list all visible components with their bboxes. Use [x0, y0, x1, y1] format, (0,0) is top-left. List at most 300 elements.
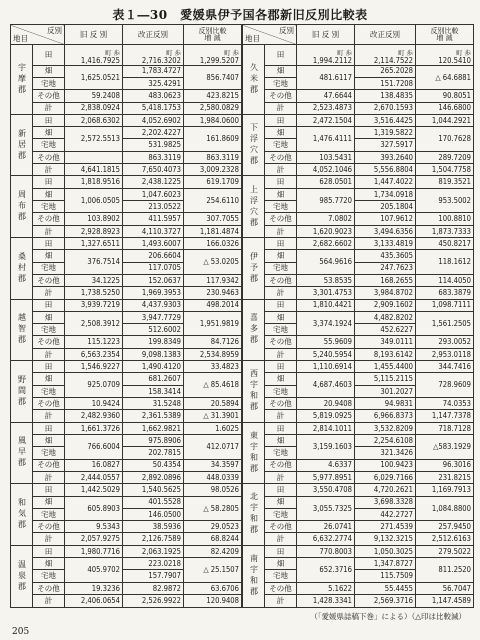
district-label: 下浮穴郡: [249, 123, 259, 168]
table-row: [11, 434, 242, 446]
value-diff: 230.9463: [184, 287, 242, 299]
district-label: 桑村郡: [17, 251, 27, 285]
land-category: その他: [33, 213, 65, 225]
value-diff: 96.3016: [416, 459, 474, 471]
value-new: 1,455.4400: [355, 361, 416, 373]
table-row: [243, 373, 474, 385]
land-category: その他: [33, 90, 65, 102]
value-new: 2,254.6108: [355, 434, 416, 446]
table-row: [11, 311, 242, 323]
unit-label: 町 歩: [456, 49, 471, 58]
value-new: 157.7907: [123, 570, 184, 582]
value-new: 2,126.7589: [123, 533, 184, 545]
value-new: 2,909.1602: [355, 299, 416, 311]
value-new: 325.4291: [123, 77, 184, 89]
value-text: 2,114.7522: [373, 55, 413, 65]
value-new: 3,133.4819: [355, 237, 416, 249]
value-new: 5,418.1753: [123, 102, 184, 114]
value-new: 9,132.3215: [355, 533, 416, 545]
value-diff: 863.3119: [184, 151, 242, 163]
table-row: [11, 521, 242, 533]
value-old: 5,819.0925: [297, 410, 355, 422]
value-new: 975.8906: [123, 434, 184, 446]
table-row: [243, 250, 474, 262]
value-old: 1,661.3726: [65, 422, 123, 434]
value-diff: 293.0052: [416, 336, 474, 348]
value-new: 55.4455: [355, 582, 416, 594]
value-old: 10.9424: [65, 398, 123, 410]
value-diff: 448.0339: [184, 471, 242, 483]
value-new: 1,490.4120: [123, 361, 184, 373]
land-category: 宅地: [33, 262, 65, 274]
table-row: [243, 102, 474, 114]
value-old: 1,980.7716: [65, 545, 123, 557]
district-name: [243, 545, 265, 607]
value-new: 117.0705: [123, 262, 184, 274]
value-diff: 2,512.6163: [416, 533, 474, 545]
land-category: 田: [265, 114, 297, 126]
value-new: 2,202.4227: [123, 127, 184, 139]
value-old: 16.0827: [65, 459, 123, 471]
district-label: 喜多郡: [249, 313, 259, 347]
table-row: [11, 558, 242, 570]
value-new: 512.6002: [123, 324, 184, 336]
header-new-area: 改正反別: [355, 25, 416, 45]
value-diff: 1,169.7913: [416, 484, 474, 496]
value-new: 1,734.0918: [355, 188, 416, 200]
value-new: 1,540.5625: [123, 484, 184, 496]
land-category: 計: [265, 102, 297, 114]
value-new: 138.4835: [355, 90, 416, 102]
value-diff: 279.5022: [416, 545, 474, 557]
value-new: 94.9831: [355, 398, 416, 410]
value-diff: 257.9450: [416, 521, 474, 533]
value-diff: 170.7628: [416, 127, 474, 152]
value-new: [355, 45, 416, 66]
value-diff: 344.7416: [416, 361, 474, 373]
land-category: 畑: [33, 127, 65, 139]
comparison-tables: [10, 24, 472, 608]
value-new: 205.1804: [355, 201, 416, 213]
value-new: 100.9423: [355, 459, 416, 471]
value-diff: 1,504.7758: [416, 164, 474, 176]
land-category: 宅地: [265, 508, 297, 520]
value-old: 103.8902: [65, 213, 123, 225]
table-row: [11, 164, 242, 176]
district-name: [11, 237, 33, 299]
header-new-area: 改正反別: [123, 25, 184, 45]
value-old: 2,572.5513: [65, 127, 123, 152]
value-diff: 1.6025: [184, 422, 242, 434]
value-diff: 1,044.2921: [416, 114, 474, 126]
table-row: [243, 176, 474, 188]
land-category: 畑: [33, 373, 65, 385]
value-old: 1,625.0521: [65, 65, 123, 90]
header-district-corner: [243, 25, 297, 45]
value-old: 1,818.9516: [65, 176, 123, 188]
value-old: 59.2408: [65, 90, 123, 102]
value-text: 2,716.3202: [141, 55, 181, 65]
value-diff: △ 58.2805: [184, 496, 242, 521]
value-old: 2,838.0924: [65, 102, 123, 114]
table-row: [243, 348, 474, 360]
value-new: 2,063.1925: [123, 545, 184, 557]
value-old: 4,641.1815: [65, 164, 123, 176]
value-diff: 117.9342: [184, 274, 242, 286]
land-category: 宅地: [265, 447, 297, 459]
value-old: 3,374.1924: [297, 311, 355, 336]
land-category: 畑: [265, 311, 297, 323]
header-old-area: 旧 反 別: [65, 25, 123, 45]
page-number: 205: [12, 627, 30, 637]
district-label: 久米郡: [249, 62, 259, 96]
table-row: [243, 410, 474, 422]
header-label-category: 地目: [13, 33, 28, 43]
district-label: 風早郡: [17, 436, 27, 470]
land-category: 田: [33, 361, 65, 373]
table-row: [243, 90, 474, 102]
land-category: 田: [33, 299, 65, 311]
land-category: その他: [265, 90, 297, 102]
value-diff: 84.7126: [184, 336, 242, 348]
value-old: 103.5431: [297, 151, 355, 163]
value-new: 1,969.3953: [123, 287, 184, 299]
table-row: [243, 213, 474, 225]
value-diff: 450.8217: [416, 237, 474, 249]
value-old: 115.1223: [65, 336, 123, 348]
table-row: [243, 274, 474, 286]
value-diff: △ 31.3901: [184, 410, 242, 422]
value-diff: [416, 45, 474, 66]
unit-label: 町 歩: [337, 49, 352, 58]
land-category: 田: [33, 176, 65, 188]
value-diff: 619.1709: [184, 176, 242, 188]
value-new: 3,947.7729: [123, 311, 184, 323]
land-category: 田: [33, 237, 65, 249]
value-diff: △ 25.1507: [184, 558, 242, 583]
value-old: 2,508.3912: [65, 311, 123, 336]
table-title: 表１―30 愛媛県伊予国各郡新旧反別比較表: [112, 8, 368, 22]
table-row: [11, 361, 242, 373]
value-new: 6,029.7166: [355, 471, 416, 483]
land-category: 田: [265, 422, 297, 434]
table-row: [243, 114, 474, 126]
table-row: [11, 348, 242, 360]
value-new: 4,110.3727: [123, 225, 184, 237]
table-row: [243, 595, 474, 608]
value-new: 452.6227: [355, 324, 416, 336]
value-new: 202.7815: [123, 447, 184, 459]
table-row: [243, 151, 474, 163]
header-old-area: 旧 反 別: [297, 25, 355, 45]
value-new: 31.5248: [123, 398, 184, 410]
value-old: 1,620.9023: [297, 225, 355, 237]
land-category: 計: [265, 410, 297, 422]
district-name: [11, 114, 33, 176]
value-diff: 29.0523: [184, 521, 242, 533]
table-row: [11, 250, 242, 262]
value-diff: 498.2014: [184, 299, 242, 311]
value-new: 2,892.0896: [123, 471, 184, 483]
value-old: 605.8903: [65, 496, 123, 521]
value-diff: 683.3879: [416, 287, 474, 299]
value-old: 628.0501: [297, 176, 355, 188]
district-name: [243, 237, 265, 299]
land-category: 宅地: [33, 139, 65, 151]
district-label: 周布郡: [17, 190, 27, 224]
land-category: 畑: [33, 188, 65, 200]
land-category: 畑: [265, 188, 297, 200]
land-category: その他: [265, 459, 297, 471]
value-new: 8,193.6142: [355, 348, 416, 360]
land-category: 畑: [265, 373, 297, 385]
value-diff: 1,098.7111: [416, 299, 474, 311]
value-new: 1,447.4022: [355, 176, 416, 188]
unit-label: 町 歩: [105, 49, 120, 58]
value-old: 20.9408: [297, 398, 355, 410]
table-row: [11, 65, 242, 77]
value-diff: 74.0353: [416, 398, 474, 410]
table-row: [11, 410, 242, 422]
value-old: 925.0709: [65, 373, 123, 398]
table-row: [11, 422, 242, 434]
district-name: [11, 545, 33, 607]
value-new: [123, 45, 184, 66]
value-diff: 82.4209: [184, 545, 242, 557]
value-new: 152.0637: [123, 274, 184, 286]
value-old: 2,482.9360: [65, 410, 123, 422]
table-row: [243, 336, 474, 348]
land-category: 田: [33, 45, 65, 66]
land-category: 計: [265, 471, 297, 483]
table-row: [11, 237, 242, 249]
land-category: 計: [265, 348, 297, 360]
value-old: 405.9702: [65, 558, 123, 583]
value-new: 681.2607: [123, 373, 184, 385]
table-row: [11, 45, 242, 66]
value-new: 158.3414: [123, 385, 184, 397]
unit-label: 町 歩: [166, 49, 181, 58]
land-category: 畑: [33, 434, 65, 446]
table-row: [11, 595, 242, 608]
table-row: [11, 287, 242, 299]
district-label: 東宇和郡: [249, 430, 259, 475]
land-category: 畑: [33, 65, 65, 77]
land-category: その他: [265, 213, 297, 225]
header-label-reference: 反別: [279, 26, 294, 35]
value-old: 1,428.3341: [297, 595, 355, 608]
land-category: 計: [265, 164, 297, 176]
value-new: 3,516.4425: [355, 114, 416, 126]
value-diff: 118.1612: [416, 250, 474, 275]
value-old: 2,444.0557: [65, 471, 123, 483]
value-new: 213.0522: [123, 201, 184, 213]
land-category: その他: [265, 521, 297, 533]
table-row: [243, 533, 474, 545]
land-category: 宅地: [33, 324, 65, 336]
table-row: [11, 533, 242, 545]
table-row: [243, 237, 474, 249]
table-row: [243, 127, 474, 139]
land-category: 宅地: [33, 508, 65, 520]
value-text: 1,299.5207: [199, 55, 239, 65]
table-row: [11, 225, 242, 237]
value-diff: 90.8051: [416, 90, 474, 102]
value-new: 411.5957: [123, 213, 184, 225]
value-new: 3,698.3328: [355, 496, 416, 508]
value-diff: 68.8244: [184, 533, 242, 545]
land-category: 宅地: [33, 570, 65, 582]
land-category: 畑: [33, 311, 65, 323]
land-category: その他: [33, 336, 65, 348]
value-old: 3,939.7219: [65, 299, 123, 311]
value-diff: 1,181.4874: [184, 225, 242, 237]
land-category: 田: [265, 237, 297, 249]
district-name: [243, 299, 265, 361]
value-new: 1,493.6007: [123, 237, 184, 249]
value-old: 2,472.1504: [297, 114, 355, 126]
value-text: 1,994.2112: [312, 55, 352, 65]
header-district-corner: [11, 25, 65, 45]
land-category: 計: [33, 410, 65, 422]
value-diff: 2,534.8959: [184, 348, 242, 360]
value-old: 481.6117: [297, 65, 355, 90]
value-new: 327.5917: [355, 139, 416, 151]
value-diff: 307.7055: [184, 213, 242, 225]
table-row: [243, 45, 474, 66]
value-new: 301.2027: [355, 385, 416, 397]
land-category: 畑: [265, 65, 297, 77]
value-text: 120.5410: [438, 55, 471, 65]
value-new: 1,319.5822: [355, 127, 416, 139]
table-row: [11, 299, 242, 311]
value-new: 2,569.3716: [355, 595, 416, 608]
value-new: 4,437.9303: [123, 299, 184, 311]
value-new: 393.2640: [355, 151, 416, 163]
value-new: 321.3426: [355, 447, 416, 459]
header-label-reference: 反別: [47, 26, 62, 35]
value-new: 1,783.4727: [123, 65, 184, 77]
land-category: 計: [265, 225, 297, 237]
right-table: [242, 24, 474, 608]
land-category: 計: [265, 533, 297, 545]
table-row: [243, 311, 474, 323]
land-category: その他: [33, 274, 65, 286]
value-new: 435.3605: [355, 250, 416, 262]
land-category: 計: [33, 471, 65, 483]
header-difference: 反別比較 増 減: [416, 25, 474, 45]
table-row: [243, 582, 474, 594]
value-new: 151.7208: [355, 77, 416, 89]
district-name: [11, 176, 33, 238]
value-old: 1,738.5250: [65, 287, 123, 299]
table-row: [11, 496, 242, 508]
value-old: 1,476.4111: [297, 127, 355, 152]
value-diff: 718.7128: [416, 422, 474, 434]
value-diff: [184, 45, 242, 66]
value-diff: 34.3597: [184, 459, 242, 471]
value-new: 168.2655: [355, 274, 416, 286]
value-diff: 20.5894: [184, 398, 242, 410]
value-old: 1,110.6914: [297, 361, 355, 373]
value-diff: 1,561.2505: [416, 311, 474, 336]
table-row: [11, 213, 242, 225]
table-row: [243, 361, 474, 373]
value-old: 34.1225: [65, 274, 123, 286]
value-old: 6,563.2354: [65, 348, 123, 360]
value-diff: 114.4050: [416, 274, 474, 286]
land-category: その他: [265, 336, 297, 348]
value-new: 3,532.8209: [355, 422, 416, 434]
value-diff: △583.1929: [416, 434, 474, 459]
value-old: 2,928.8923: [65, 225, 123, 237]
table-row: [243, 398, 474, 410]
land-category: 計: [33, 102, 65, 114]
land-category: 宅地: [265, 324, 297, 336]
value-new: 38.5936: [123, 521, 184, 533]
table-row: [243, 521, 474, 533]
table-row: [11, 176, 242, 188]
district-name: [243, 176, 265, 238]
value-old: 1,327.6511: [65, 237, 123, 249]
value-new: 442.2727: [355, 508, 416, 520]
value-new: 115.7509: [355, 570, 416, 582]
table-row: [243, 471, 474, 483]
table-row: [11, 471, 242, 483]
land-category: 田: [265, 545, 297, 557]
table-row: [243, 164, 474, 176]
value-new: 1,662.9821: [123, 422, 184, 434]
value-new: 7,650.4073: [123, 164, 184, 176]
value-diff: 1,873.7333: [416, 225, 474, 237]
value-diff: 728.9609: [416, 373, 474, 398]
land-category: 宅地: [265, 77, 297, 89]
value-new: 223.0218: [123, 558, 184, 570]
value-diff: 63.6706: [184, 582, 242, 594]
table-row: [243, 496, 474, 508]
land-category: 計: [33, 287, 65, 299]
value-diff: 100.8810: [416, 213, 474, 225]
value-old: 2,406.0654: [65, 595, 123, 608]
district-name: [11, 299, 33, 361]
table-row: [11, 459, 242, 471]
value-new: 3,984.8702: [355, 287, 416, 299]
land-category: 畑: [33, 496, 65, 508]
value-diff: 120.9408: [184, 595, 242, 608]
value-new: 6,966.8373: [355, 410, 416, 422]
land-category: 畑: [265, 127, 297, 139]
value-new: 2,670.1593: [355, 102, 416, 114]
header-label-category: 地目: [245, 33, 260, 43]
value-diff: 56.7047: [416, 582, 474, 594]
district-name: [243, 361, 265, 423]
district-name: [243, 484, 265, 546]
value-old: 2,814.1011: [297, 422, 355, 434]
district-name: [11, 484, 33, 546]
land-category: 畑: [265, 558, 297, 570]
value-new: 1,347.8727: [355, 558, 416, 570]
value-old: 1,442.5029: [65, 484, 123, 496]
value-old: 26.0741: [297, 521, 355, 533]
land-category: 田: [33, 545, 65, 557]
land-category: その他: [265, 582, 297, 594]
land-category: その他: [33, 521, 65, 533]
land-category: 宅地: [33, 77, 65, 89]
district-label: 南宇和郡: [249, 554, 259, 599]
land-category: 田: [33, 422, 65, 434]
value-new: 146.0500: [123, 508, 184, 520]
value-diff: 3,009.2328: [184, 164, 242, 176]
